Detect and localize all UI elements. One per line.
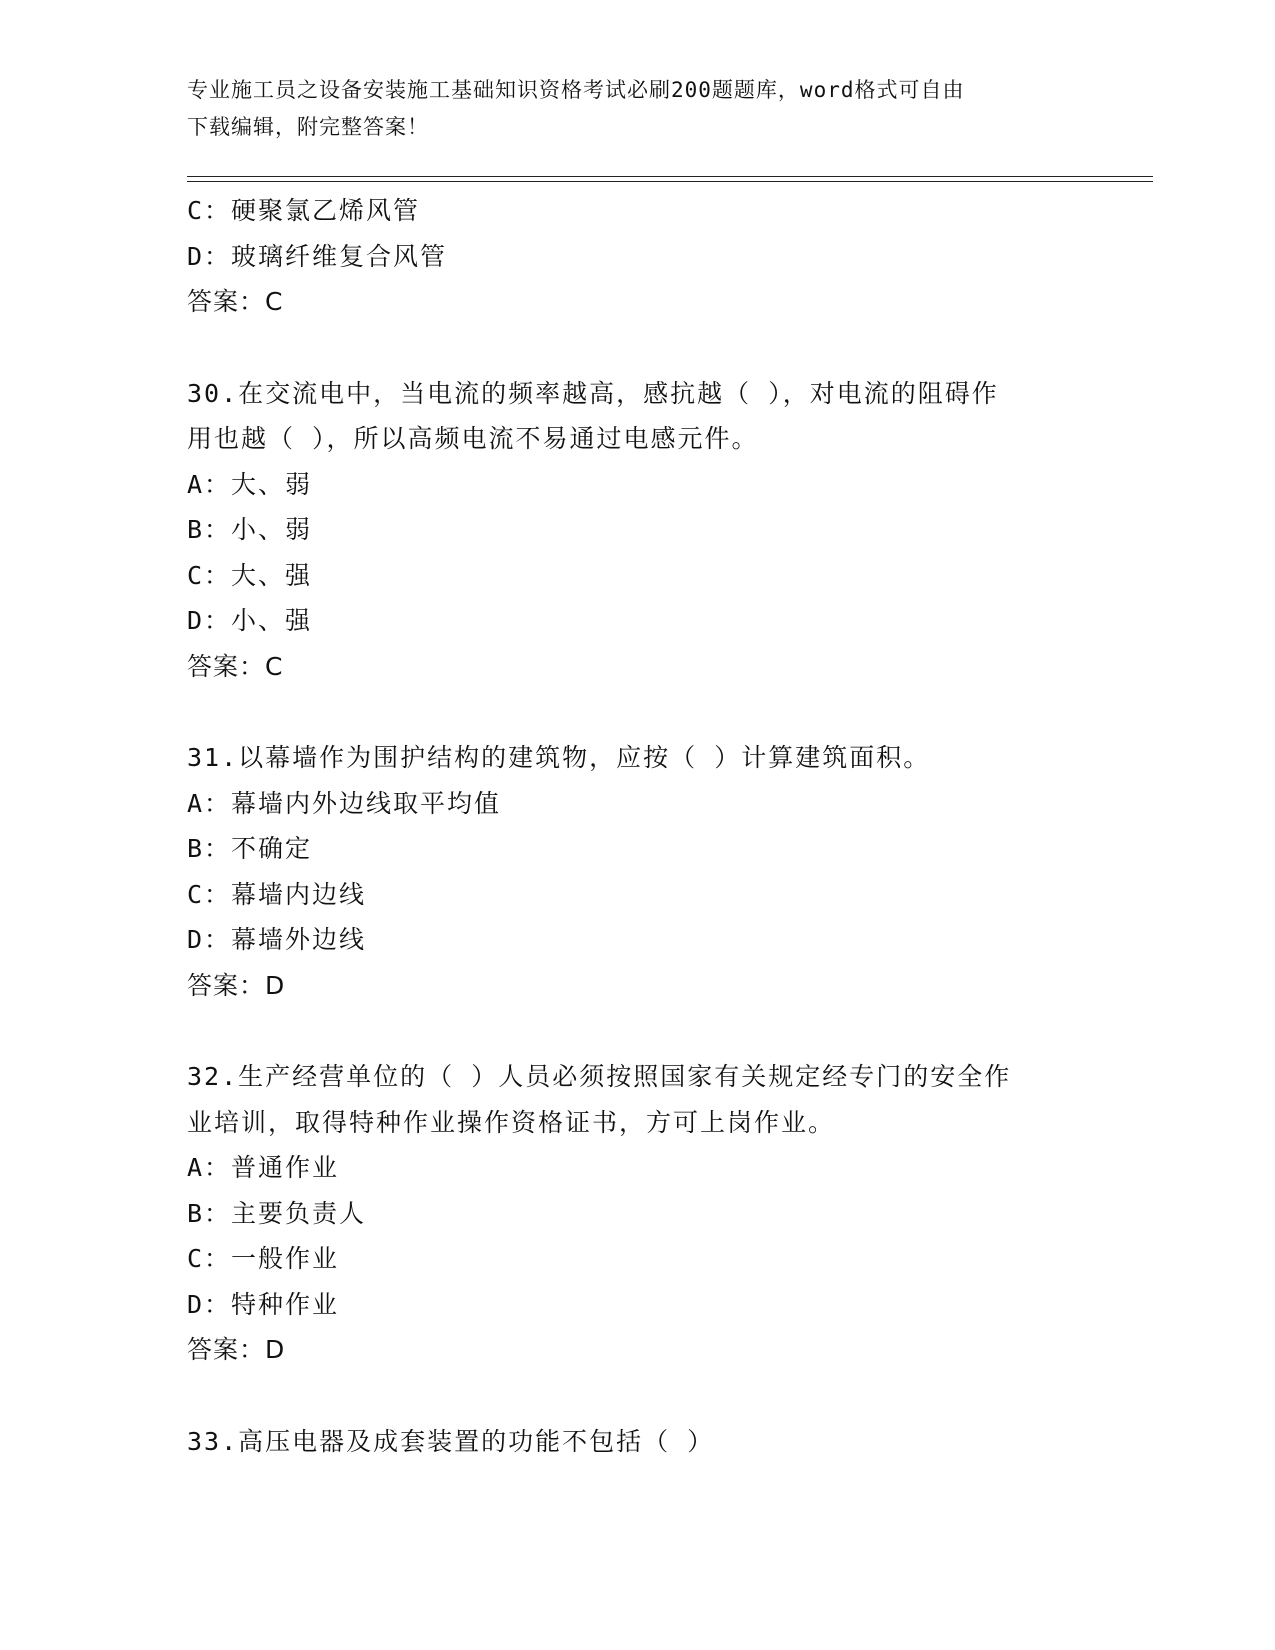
option-c: C：大、强 bbox=[187, 560, 313, 590]
question-block-30 bbox=[187, 371, 1067, 690]
option-d: D：小、强 bbox=[187, 606, 313, 635]
header-title-line-1: 专业施工员之设备安装施工基础知识资格考试必刷200题题库，word格式可自由 bbox=[187, 78, 965, 102]
spacer bbox=[187, 325, 1067, 371]
header-rule-top bbox=[187, 176, 1153, 177]
header-rule-bottom bbox=[187, 181, 1153, 182]
option-d: D：玻璃纤维复合风管 bbox=[187, 241, 448, 271]
option-a: A：大、弱 bbox=[187, 469, 313, 499]
question-stem: 30.在交流电中，当电流的频率越高，感抗越（ ），对电流的阻碍作 bbox=[187, 378, 999, 408]
question-stem-continued: 用也越（ ），所以高频电流不易通过电感元件。 bbox=[187, 424, 759, 453]
option-a: A：普通作业 bbox=[187, 1153, 340, 1182]
option-d: D：幕墙外边线 bbox=[187, 925, 367, 954]
question-block-33 bbox=[187, 1419, 1067, 1465]
option-d: D：特种作业 bbox=[187, 1289, 340, 1319]
header-title-line-2: 下载编辑，附完整答案！ bbox=[187, 115, 429, 139]
option-b: B：主要负责人 bbox=[187, 1198, 367, 1228]
question-list bbox=[187, 188, 1067, 1464]
option-c: C：硬聚氯乙烯风管 bbox=[187, 196, 421, 225]
answer-line: 答案：D bbox=[187, 970, 286, 1000]
question-stem-continued: 业培训，取得特种作业操作资格证书，方可上岗作业。 bbox=[187, 1107, 836, 1137]
answer-line: 答案：D bbox=[187, 1335, 286, 1364]
option-a: A：幕墙内外边线取平均值 bbox=[187, 788, 502, 818]
question-block-31 bbox=[187, 735, 1067, 1008]
document-header bbox=[187, 72, 1067, 146]
spacer bbox=[187, 689, 1067, 735]
answer-line: 答案：C bbox=[187, 651, 284, 681]
question-stem: 31.以幕墙作为围护结构的建筑物，应按（ ）计算建筑面积。 bbox=[187, 743, 931, 772]
question-block-32 bbox=[187, 1054, 1067, 1373]
option-b: B：不确定 bbox=[187, 834, 313, 863]
answer-line: 答案：C bbox=[187, 287, 284, 316]
question-stem: 33.高压电器及成套装置的功能不包括（ ） bbox=[187, 1426, 715, 1456]
question-stem: 32.生产经营单位的（ ）人员必须按照国家有关规定经专门的安全作 bbox=[187, 1062, 1012, 1091]
spacer bbox=[187, 1008, 1067, 1054]
option-c: C：幕墙内边线 bbox=[187, 879, 367, 909]
option-c: C：一般作业 bbox=[187, 1244, 340, 1273]
option-b: B：小、弱 bbox=[187, 515, 313, 544]
question-block-29 bbox=[187, 188, 1067, 325]
spacer bbox=[187, 1373, 1067, 1419]
